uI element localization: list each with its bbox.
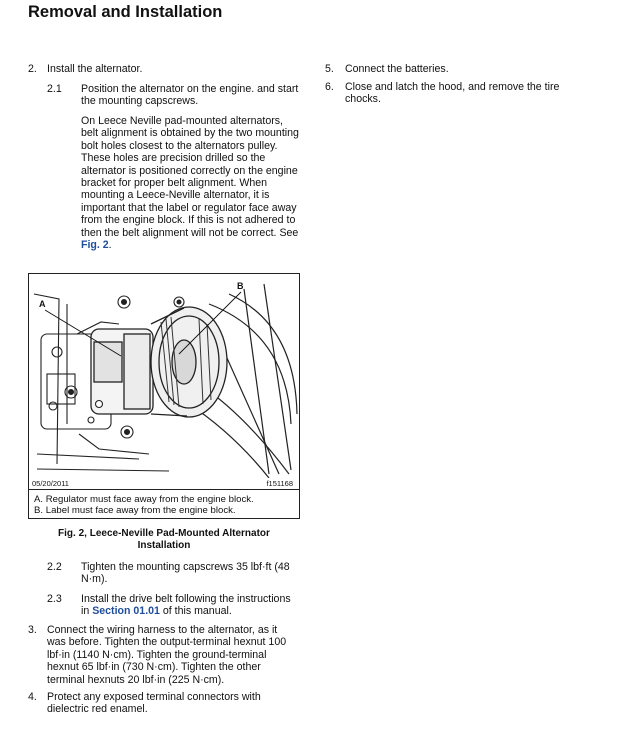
figure-footer [29,478,299,490]
figure-legend [34,494,254,516]
caption-line-2: Installation [137,540,191,551]
step-2-2-text: Tighten the mounting capscrews 35 lbf·ft (48 N·m). [81,561,290,586]
figure-2 [28,273,300,519]
step-2-2-number: 2.2 [47,561,62,573]
alignment-note-period: . [108,239,112,252]
figure-label-b: B [237,281,244,291]
figure-date: 05/20/2011 [32,479,69,488]
step-5-number: 5. [325,63,334,75]
step-5-text: Connect the batteries. [345,63,449,75]
figure-caption [28,528,300,552]
figure-code: f151168 [266,479,293,488]
step-2-1-text: Position the alternator on the engine. and start the mounting capscrews. [81,83,299,108]
legend-a: A. Regulator must face away from the engine block. [34,494,254,505]
page-title: Removal and Installation [28,3,223,21]
step-2-3-text-after: of this manual. [162,605,232,618]
step-3-text: Connect the wiring harness to the alternator, as it was before. Tighten the output-terminal hexnut 100 lbf·in (1140 N·cm). Tighten the ground-terminal hexnut 65 lbf·in (730 N·cm). Tighten the other terminal hexnuts 20 lbf·in (225 N·cm). [47,624,287,686]
step-4-text: Protect any exposed terminal connectors with dielectric red enamel. [47,691,261,716]
step-6-text: Close and latch the hood, and remove the tire chocks. [345,81,560,106]
step-6-number: 6. [325,81,334,93]
alignment-note-text: On Leece Neville pad-mounted alternators, belt alignment is obtained by the two mounting bolt holes closest to the alternators pulley. These holes are precision drilled so the alternator is positioned correctly on the engine bracket for proper belt alignment. When mounting a Leece-Neville alternator, it is important that the label or regulator face away from the engine block. If this is not adhered to then the belt alignment will not be correct. See [81,115,299,239]
alignment-note [81,115,299,251]
step-4-number: 4. [28,691,37,703]
step-2-number: 2. [28,63,37,75]
step-2-3-number: 2.3 [47,593,62,605]
step-2-text: Install the alternator. [47,63,143,75]
alternator-illustration [29,274,299,478]
fig-2-link[interactable]: Fig. 2 [81,239,109,252]
step-2-3-text-before: Install the drive belt following the instructions in [81,593,291,618]
step-2-1-number: 2.1 [47,83,62,95]
caption-line-1: Fig. 2, Leece-Neville Pad-Mounted Alternator [58,528,270,539]
legend-b: B. Label must face away from the engine block. [34,505,236,516]
section-01-01-link[interactable]: Section 01.01 [92,605,160,618]
step-2-3-text [81,593,299,618]
figure-label-a: A [39,299,46,309]
step-3-number: 3. [28,624,37,636]
